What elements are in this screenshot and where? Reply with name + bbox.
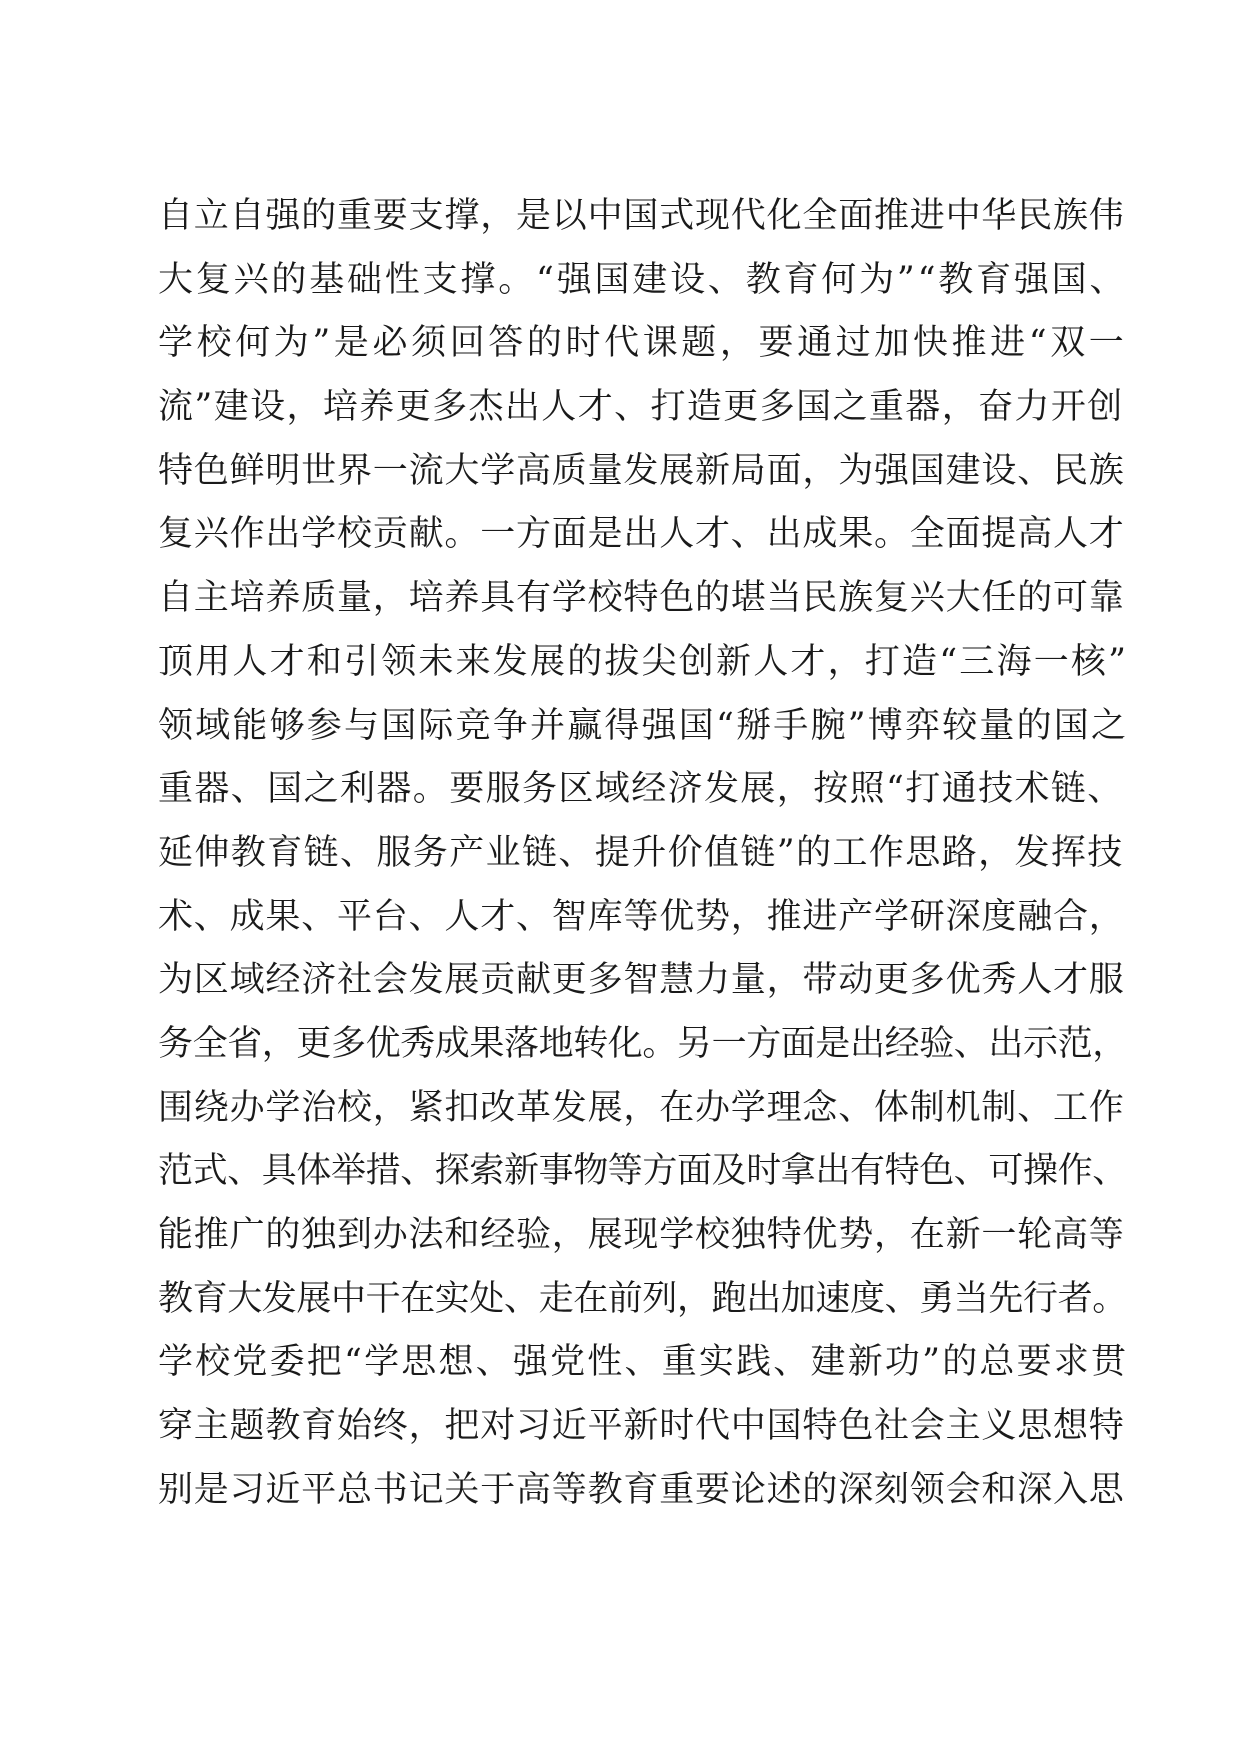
text-line: 自立自强的重要支撑，是以中国式现代化全面推进中华民族伟	[158, 196, 1125, 236]
text-line: 大复兴的基础性支撑。“强国建设、教育何为”“教育强国、	[158, 259, 1128, 300]
text-line: 延伸教育链、服务产业链、提升价值链”的工作思路，发挥技	[158, 832, 1124, 873]
text-line: 学校何为”是必须回答的时代课题，要通过加快推进“双一	[158, 323, 1128, 364]
text-line: 自主培养质量，培养具有学校特色的堪当民族复兴大任的可靠	[158, 578, 1125, 619]
text-line: 穿主题教育始终，把对习近平新时代中国特色社会主义思想特	[158, 1406, 1125, 1447]
text-line: 教育大发展中干在实处、走在前列，跑出加速度、勇当先行者。	[158, 1278, 1127, 1319]
text-line: 别是习近平总书记关于高等教育重要论述的深刻领会和深入思	[158, 1469, 1125, 1510]
text-line: 学校党委把“学思想、强党性、重实践、建新功”的总要求贯	[158, 1342, 1129, 1383]
text-line: 流”建设，培养更多杰出人才、打造更多国之重器，奋力开创	[158, 387, 1124, 428]
text-line: 务全省，更多优秀成果落地转化。另一方面是出经验、出示范，	[158, 1023, 1127, 1064]
text-line: 领域能够参与国际竞争并赢得强国“掰手腕”博弈较量的国之	[158, 705, 1129, 746]
text-line: 范式、具体举措、探索新事物等方面及时拿出有特色、可操作、	[158, 1151, 1127, 1192]
text-line: 能推广的独到办法和经验，展现学校独特优势，在新一轮高等	[158, 1215, 1125, 1255]
text-line: 重器、国之利器。要服务区域经济发展，按照“打通技术链、	[158, 769, 1124, 810]
text-line: 围绕办学治校，紧扣改革发展，在办学理念、体制机制、工作	[158, 1087, 1125, 1128]
text-line: 顶用人才和引领未来发展的拔尖创新人才，打造“三海一核”	[158, 641, 1129, 682]
text-line: 术、成果、平台、人才、智库等优势，推进产学研深度融合，	[158, 896, 1125, 937]
text-line: 特色鲜明世界一流大学高质量发展新局面，为强国建设、民族	[158, 450, 1125, 491]
body-paragraph	[158, 185, 1129, 1522]
text-line: 复兴作出学校贡献。一方面是出人才、出成果。全面提高人才	[158, 514, 1125, 555]
text-line: 为区域经济社会发展贡献更多智慧力量，带动更多优秀人才服	[158, 960, 1125, 1001]
